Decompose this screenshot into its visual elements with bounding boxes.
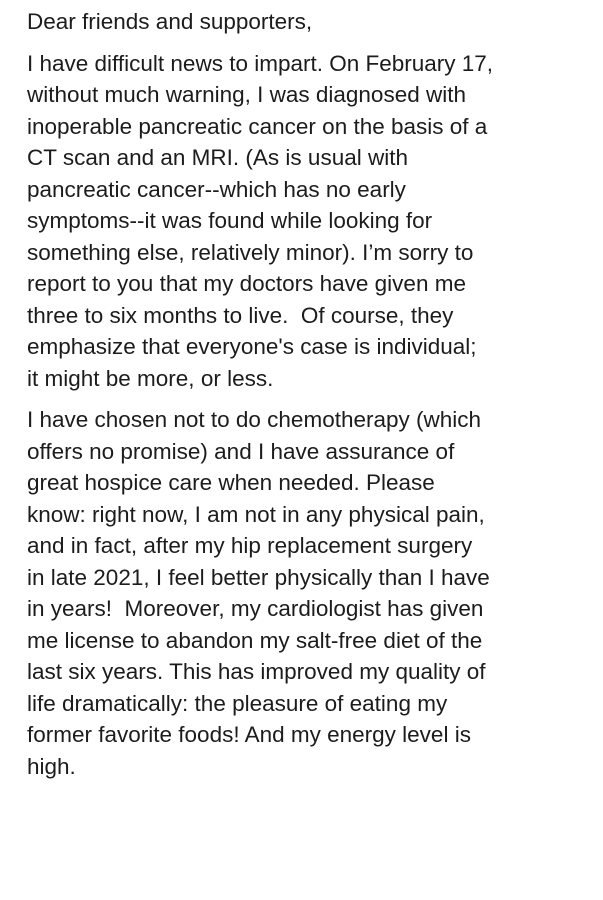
paragraph-line: report to you that my doctors have given me	[27, 271, 466, 296]
paragraph-diagnosis	[27, 48, 593, 395]
paragraph-line: me license to abandon my salt-free diet of the	[27, 627, 483, 653]
paragraph-line: CT scan and an MRI. (As is usual with	[27, 145, 408, 170]
paragraph-line: something else, relatively minor). I’m sorry to	[27, 239, 474, 265]
paragraph-line: life dramatically: the pleasure of eating my	[27, 690, 448, 716]
paragraph-line: emphasize that everyone's case is individual;	[27, 334, 477, 359]
paragraph-line: in late 2021, I feel better physically than I have	[27, 564, 490, 590]
paragraph-line: symptoms--it was found while looking for	[27, 208, 433, 233]
paragraph-line: offers no promise) and I have assurance of	[27, 438, 455, 464]
salutation: Dear friends and supporters,	[27, 9, 313, 34]
paragraph-line: pancreatic cancer--which has no early	[27, 176, 406, 202]
paragraph-line: former favorite foods! And my energy level is	[27, 722, 471, 747]
paragraph-line: I have chosen not to do chemotherapy (which	[27, 407, 482, 432]
paragraph-line: three to six months to live. Of course, they	[27, 302, 454, 328]
paragraph-line: and in fact, after my hip replacement surgery	[27, 533, 473, 558]
paragraph-line: inoperable pancreatic cancer on the basis of a	[27, 113, 488, 139]
paragraph-line: in years! Moreover, my cardiologist has given	[27, 596, 484, 621]
paragraph-line: know: right now, I am not in any physical pain,	[27, 501, 485, 527]
paragraph-line: great hospice care when needed. Please	[27, 470, 435, 495]
paragraph-line: I have difficult news to impart. On February 17,	[27, 50, 494, 76]
paragraph-line: last six years. This has improved my quality of	[27, 659, 486, 684]
paragraph-treatment	[27, 404, 593, 782]
paragraph-line: without much warning, I was diagnosed with	[27, 82, 466, 107]
paragraph-line: it might be more, or less.	[27, 365, 274, 391]
paragraph-line: high.	[27, 753, 76, 779]
